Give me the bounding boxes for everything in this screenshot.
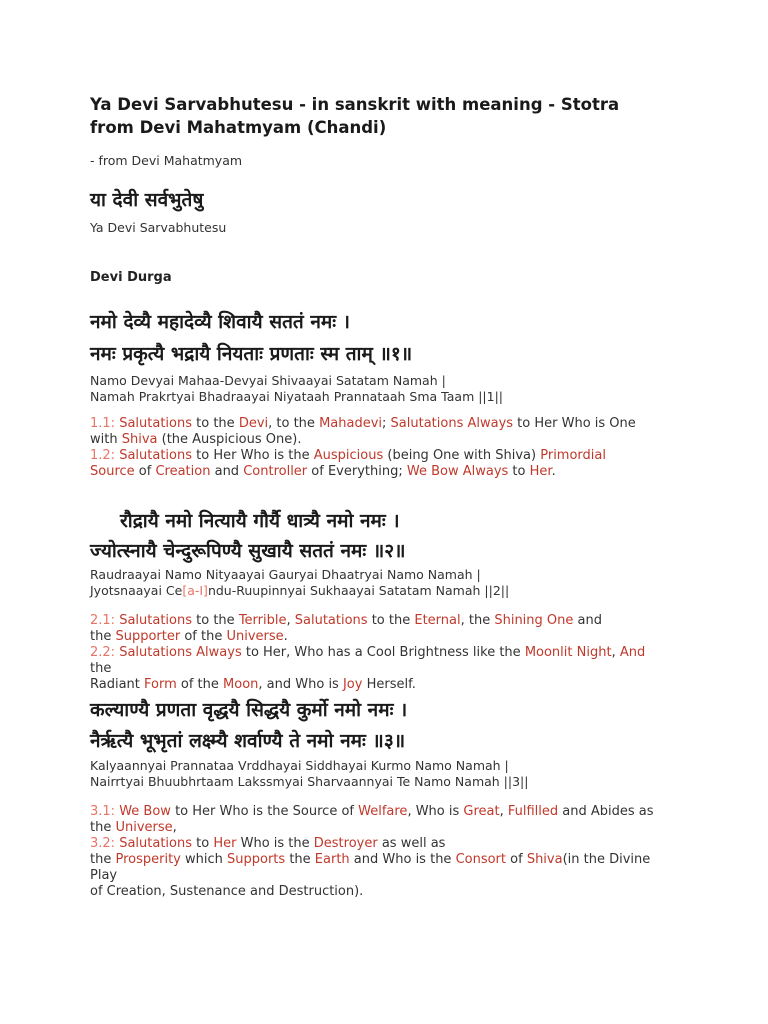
heading-transliteration: Ya Devi Sarvabhutesu — [90, 220, 227, 235]
meaning-3-1: 3.1: We Bow to Her Who is the Source of Welfare, Who is Great, Fulfilled and Abides as — [90, 804, 654, 819]
title-line-2: from Devi Mahatmyam (Chandi) — [90, 118, 387, 137]
verse-1-line-2: नमः प्रकृत्यै भद्रायै नियताः प्रणताः स्म ताम् ॥१॥ — [90, 343, 413, 365]
meaning-2-2: 2.2: Salutations Always to Her, Who has a Cool Brightness like the Moonlit Night, And the — [90, 645, 646, 676]
verse-1-line-1: नमो देव्यै महादेव्यै शिवायै सततं नमः । — [90, 311, 350, 333]
verse-1-translit-1: Namo Devyai Mahaa-Devyai Shivaayai Satatam Namah | — [90, 373, 446, 388]
meaning-1-1: 1.1: Salutations to the Devi, to the Mahadevi; Salutations Always to Her Who is One — [90, 416, 636, 431]
verse-1-meaning: 1.1: Salutations to the Devi, to the Mahadevi; Salutations Always to Her Who is One with Shiva (the Auspicious One). 1.2: Salutations to Her Who is the Auspicious (being One with Shiva) Primordial Source of Creation and Controller of Everything; We Bow Always to Her. — [90, 416, 665, 480]
section-heading: Devi Durga — [90, 270, 172, 285]
verse-2-line-2: ज्योत्स्नायै चेन्दुरूपिण्यै सुखायै सततं नमः ॥२॥ — [90, 540, 406, 562]
verse-2-meaning: 2.1: Salutations to the Terrible, Salutations to the Eternal, the Shining One and the Supporter of the Universe. 2.2: Salutations Always to Her, Who has a Cool Brightness like the Moonlit Night, And the Radiant Form of the Moon, and Who is Joy Herself. — [90, 613, 665, 693]
meaning-1-2: 1.2: Salutations to Her Who is the Auspicious (being One with Shiva) Primordial — [90, 448, 606, 463]
source-note: - from Devi Mahatmyam — [90, 153, 243, 168]
meaning-2-1: 2.1: Salutations to the Terrible, Salutations to the Eternal, the Shining One and — [90, 613, 602, 628]
verse-2-translit-1: Raudraayai Namo Nityaayai Gauryai Dhaatryai Namo Namah | — [90, 567, 481, 582]
verse-3-meaning: 3.1: We Bow to Her Who is the Source of Welfare, Who is Great, Fulfilled and Abides as the Universe, 3.2: Salutations to Her Who is the Destroyer as well as the Prosperity which Supports the Earth and Who is the Consort of Shiva(in the Divine Play of Creation, Sustenance and Destruction). — [90, 804, 665, 900]
sanskrit-heading: या देवी सर्वभुतेषु — [90, 189, 204, 211]
verse-3-translit-2: Nairrtyai Bhuubhrtaam Lakssmyai Sharvaannyai Te Namo Namah ||3|| — [90, 774, 529, 789]
meaning-3-2: 3.2: Salutations to Her Who is the Destroyer as well as — [90, 836, 446, 851]
title-line-1: Ya Devi Sarvabhutesu - in sanskrit with meaning - Stotra — [90, 95, 620, 114]
verse-1-translit-2: Namah Prakrtyai Bhadraayai Niyataah Prannataah Sma Taam ||1|| — [90, 389, 504, 404]
page-title — [90, 93, 690, 139]
verse-3-translit-1: Kalyaannyai Prannataa Vrddhayai Siddhayai Kurmo Namo Namah | — [90, 758, 509, 773]
verse-2-line-1: रौद्रायै नमो नित्यायै गौर्यै धात्र्यै नमो नमः । — [120, 510, 400, 532]
verse-3-line-2: नैरृत्यै भूभृतां लक्ष्म्यै शर्वाण्यै ते नमो नमः ॥३॥ — [90, 730, 406, 752]
verse-3-line-1: कल्याण्यै प्रणता वृद्धयै सिद्धयै कुर्मो नमो नमः । — [90, 699, 408, 721]
verse-2-translit-2: Jyotsnaayai Ce[a-I]ndu-Ruupinnyai Sukhaayai Satatam Namah ||2|| — [90, 583, 510, 598]
